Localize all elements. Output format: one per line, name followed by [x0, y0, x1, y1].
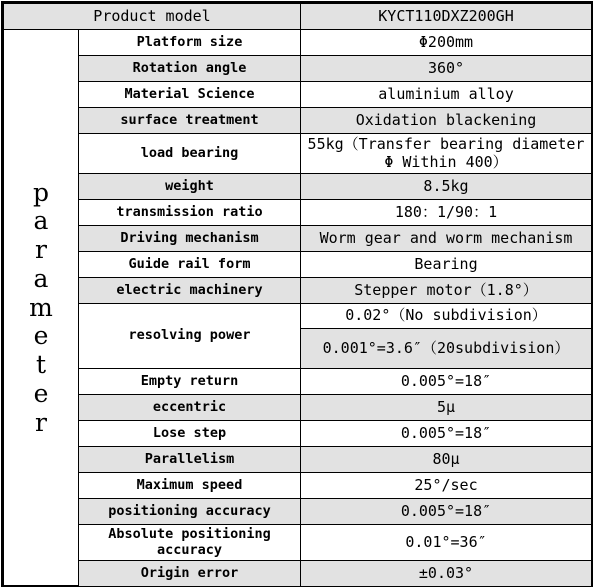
- row-value: ±0.03°: [301, 561, 592, 587]
- group-letter: r: [35, 235, 47, 265]
- row-value: Worm gear and worm mechanism: [301, 226, 592, 252]
- row-label: weight: [79, 174, 301, 200]
- row-label: Empty return: [79, 369, 301, 395]
- group-letter: t: [35, 350, 47, 380]
- row-label: Maximum speed: [79, 473, 301, 499]
- spec-sheet: [1, 1, 593, 587]
- row-value: Φ200mm: [301, 30, 592, 56]
- group-letter: e: [33, 378, 49, 408]
- row-value: 5μ: [301, 395, 592, 421]
- row-value: 0.01°=36″: [301, 525, 592, 561]
- table-row: [4, 561, 592, 587]
- group-letter: a: [33, 263, 49, 293]
- table-row: [4, 200, 592, 226]
- row-label: transmission ratio: [79, 200, 301, 226]
- spec-table: [3, 3, 592, 587]
- table-row: [4, 108, 592, 134]
- row-value: 0.001°=3.6″（20subdivision）: [301, 329, 592, 369]
- group-letter: m: [29, 292, 53, 322]
- parameter-group-label: [4, 30, 79, 587]
- row-label: Parallelism: [79, 447, 301, 473]
- row-label: Origin error: [79, 561, 301, 587]
- row-label: electric machinery: [79, 278, 301, 304]
- row-value: Bearing: [301, 252, 592, 278]
- group-letter: e: [33, 321, 49, 351]
- row-value: 25°/sec: [301, 473, 592, 499]
- row-value: 55kg（Transfer bearing diameter Φ Within 400）: [301, 134, 592, 174]
- table-row: [4, 226, 592, 252]
- row-value: 0.005°=18″: [301, 499, 592, 525]
- table-row: [4, 525, 592, 561]
- table-row: [4, 82, 592, 108]
- table-row: [4, 447, 592, 473]
- row-label: resolving power: [79, 304, 301, 369]
- row-label: eccentric: [79, 395, 301, 421]
- group-letter: r: [35, 407, 47, 437]
- row-label: Absolute positioning accuracy: [79, 525, 301, 561]
- table-row: [4, 499, 592, 525]
- table-row: [4, 395, 592, 421]
- row-value: 80μ: [301, 447, 592, 473]
- table-row: [4, 473, 592, 499]
- table-row: [4, 304, 592, 329]
- row-value: 8.5kg: [301, 174, 592, 200]
- table-row: [4, 369, 592, 395]
- row-label: Material Science: [79, 82, 301, 108]
- product-model-value: KYCT110DXZ200GH: [301, 4, 592, 30]
- row-label: Rotation angle: [79, 56, 301, 82]
- table-row: [4, 421, 592, 447]
- table-row: [4, 56, 592, 82]
- table-row: [4, 252, 592, 278]
- row-label: positioning accuracy: [79, 499, 301, 525]
- row-label: Lose step: [79, 421, 301, 447]
- table-row: [4, 30, 592, 56]
- row-value: 0.02°（No subdivision）: [301, 304, 592, 329]
- table-row: [4, 278, 592, 304]
- row-label: surface treatment: [79, 108, 301, 134]
- product-model-label: Product model: [4, 4, 301, 30]
- row-value: 180：1/90：1: [301, 200, 592, 226]
- row-label: load bearing: [79, 134, 301, 174]
- row-value: 0.005°=18″: [301, 421, 592, 447]
- table-row: [4, 174, 592, 200]
- row-value: Stepper motor（1.8°）: [301, 278, 592, 304]
- group-letter: a: [33, 206, 49, 236]
- row-label: Guide rail form: [79, 252, 301, 278]
- table-row: [4, 134, 592, 174]
- row-label: Driving mechanism: [79, 226, 301, 252]
- group-letter: p: [32, 177, 49, 207]
- row-value: 360°: [301, 56, 592, 82]
- header-row: [4, 4, 592, 30]
- row-label: Platform size: [79, 30, 301, 56]
- row-value: aluminium alloy: [301, 82, 592, 108]
- row-value: 0.005°=18″: [301, 369, 592, 395]
- row-value: Oxidation blackening: [301, 108, 592, 134]
